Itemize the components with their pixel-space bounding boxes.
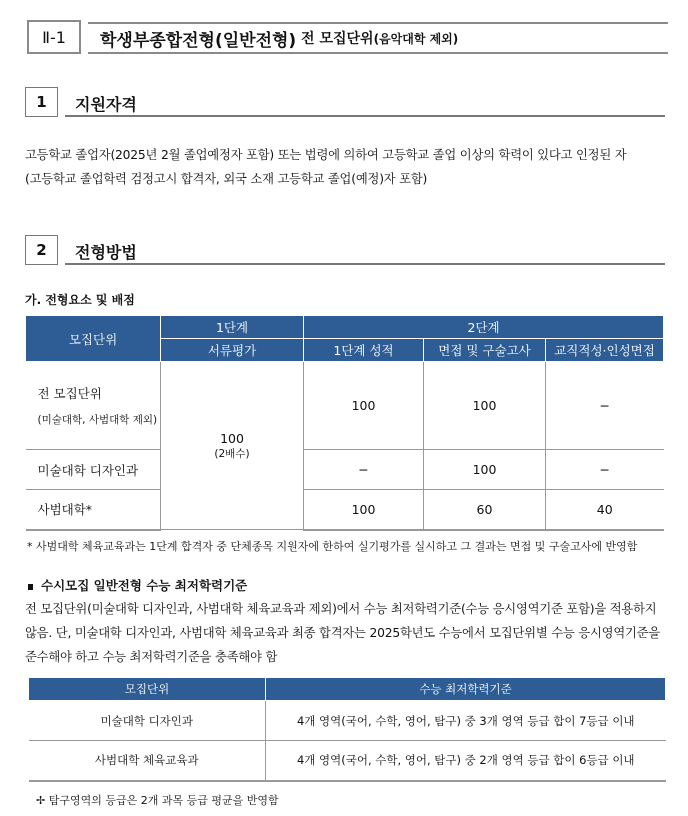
- section-2-number: 2: [25, 235, 58, 265]
- doc-cell: [161, 362, 304, 530]
- csat-footnote: ✢ 탐구영역의 등급은 2개 과목 등급 평균을 반영함: [36, 794, 279, 807]
- doc-note: (2배수): [214, 447, 250, 460]
- header-unit: 모집단위: [26, 316, 161, 362]
- interview-cell: 100: [424, 362, 546, 450]
- criteria-cell: 4개 영역(국어, 수학, 영어, 탐구) 중 3개 영역 등급 합이 7등급 이내: [266, 701, 666, 741]
- header-unit: 모집단위: [29, 678, 266, 701]
- unit-cell: 미술대학 디자인과: [26, 450, 161, 490]
- unit-cell: 사범대학 체육교육과: [29, 741, 266, 781]
- eligibility-line: (고등학교 졸업학력 검정고시 합격자, 외국 소재 고등학교 졸업(예정)자 포함): [25, 172, 428, 186]
- csat-table: [28, 677, 666, 782]
- csat-line: 않음. 단, 미술대학 디자인과, 사범대학 체육교육과 최종 합격자는 2025학년도 수능에서 모집단위별 수능 응시영역기준을: [25, 626, 661, 640]
- table-row: [26, 450, 664, 490]
- header-stage1-score: 1단계 성적: [304, 339, 424, 362]
- title-small: (음악대학 제외): [373, 31, 459, 46]
- bullet-square-icon: [28, 584, 33, 590]
- eligibility-line: 고등학교 졸업자(2025년 2월 졸업예정자 포함) 또는 법령에 의하여 고등학교 졸업 이상의 학력이 있다고 인정된 자: [25, 148, 627, 162]
- stage1-score-cell: 100: [304, 490, 424, 530]
- eligibility-text: [25, 143, 675, 191]
- subsection-title: 가. 전형요소 및 배점: [25, 293, 135, 307]
- teacher-cell: −: [546, 362, 664, 450]
- header-stage2: 2단계: [304, 316, 664, 339]
- evaluation-table: [25, 315, 664, 531]
- header-criteria: 수능 최저학력기준: [266, 678, 666, 701]
- teacher-cell: 40: [546, 490, 664, 530]
- unit-cell: 사범대학*: [26, 490, 161, 530]
- doc-value: 100: [220, 430, 244, 446]
- interview-cell: 60: [424, 490, 546, 530]
- title-mid: 전 모집단위: [296, 31, 374, 47]
- header-stage1: 1단계: [161, 316, 304, 339]
- criteria-cell: 4개 영역(국어, 수학, 영어, 탐구) 중 2개 영역 등급 합이 6등급 이내: [266, 741, 666, 781]
- table-row: [29, 701, 666, 741]
- header-doc: 서류평가: [161, 339, 304, 362]
- unit-cell: 미술대학 디자인과: [29, 701, 266, 741]
- chapter-number: Ⅱ-1: [27, 20, 81, 54]
- section-2-title: 전형방법: [65, 240, 665, 265]
- stage1-score-cell: 100: [304, 362, 424, 450]
- unit-cell: [26, 362, 161, 450]
- title-main: 학생부종합전형(일반전형): [100, 30, 297, 51]
- unit-label: 전 모집단위: [37, 386, 102, 401]
- page-title: [88, 22, 668, 54]
- unit-note: (미술대학, 사범대학 제외): [37, 414, 158, 426]
- table-row: [26, 362, 664, 450]
- csat-heading: [28, 576, 247, 594]
- csat-text: [25, 597, 685, 669]
- interview-cell: 100: [424, 450, 546, 490]
- csat-heading-text: 수시모집 일반전형 수능 최저학력기준: [41, 578, 248, 593]
- table-row: [29, 741, 666, 781]
- teacher-cell: −: [546, 450, 664, 490]
- header-teacher: 교직적성·인성면접: [546, 339, 664, 362]
- csat-line: 준수해야 하고 수능 최저학력기준을 충족해야 함: [25, 650, 278, 664]
- stage1-score-cell: −: [304, 450, 424, 490]
- header-interview: 면접 및 구술고사: [424, 339, 546, 362]
- table-row: [26, 490, 664, 530]
- section-1-title: 지원자격: [65, 92, 665, 117]
- section-1-number: 1: [25, 87, 58, 117]
- table1-footnote: * 사범대학 체육교육과는 1단계 합격자 중 단체종목 지원자에 한하여 실기평가를 실시하고 그 결과는 면접 및 구술고사에 반영함: [27, 540, 638, 553]
- csat-line: 전 모집단위(미술대학 디자인과, 사범대학 체육교육과 제외)에서 수능 최저학력기준(수능 응시영역기준 포함)을 적용하지: [25, 602, 657, 616]
